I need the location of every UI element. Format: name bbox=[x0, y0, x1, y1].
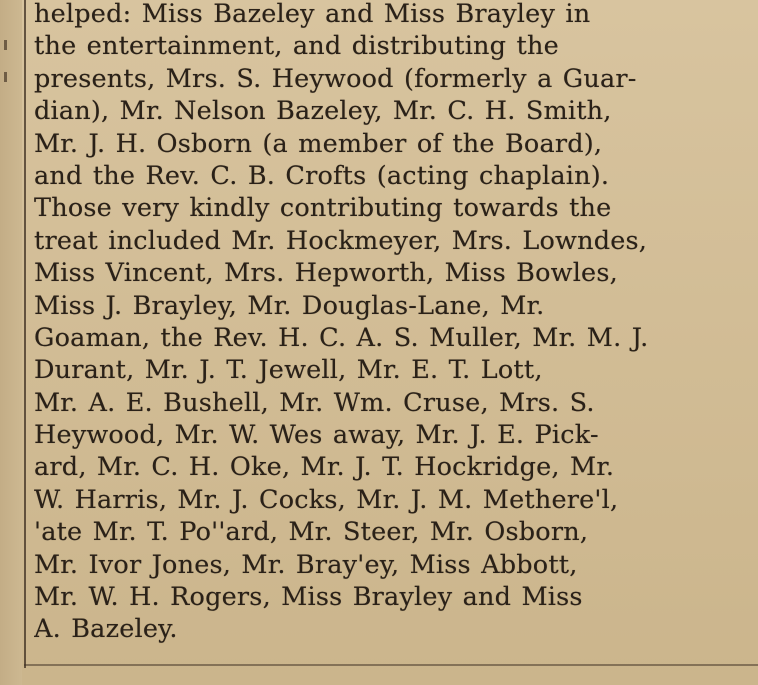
text-line: W. Harris, Mr. J. Cocks, Mr. J. M. Methere'l, bbox=[34, 484, 619, 515]
text-line: and the Rev. C. B. Crofts (acting chaplain). bbox=[34, 160, 610, 191]
text-line: ard, Mr. C. H. Oke, Mr. J. T. Hockridge, Mr. bbox=[34, 452, 615, 483]
text-line: Durant, Mr. J. T. Jewell, Mr. E. T. Lott, bbox=[34, 355, 543, 386]
bottom-rule bbox=[24, 664, 758, 666]
text-line: Heywood, Mr. W. Wes away, Mr. J. E. Pick- bbox=[34, 420, 599, 451]
left-margin-strip bbox=[0, 0, 22, 685]
text-line: the entertainment, and distributing the bbox=[34, 31, 559, 62]
margin-mark bbox=[4, 72, 7, 82]
text-line: dian), Mr. Nelson Bazeley, Mr. C. H. Smith, bbox=[34, 96, 612, 127]
text-line: 'ate Mr. T. Po''ard, Mr. Steer, Mr. Osborn, bbox=[34, 517, 589, 548]
article-text bbox=[34, 0, 734, 646]
column-rule bbox=[24, 0, 26, 668]
text-line: Mr. W. H. Rogers, Miss Brayley and Miss bbox=[34, 582, 583, 613]
text-line: Mr. A. E. Bushell, Mr. Wm. Cruse, Mrs. S. bbox=[34, 387, 595, 418]
text-line: A. Bazeley. bbox=[34, 614, 178, 645]
text-line: Goaman, the Rev. H. C. A. S. Muller, Mr. M. J. bbox=[34, 322, 649, 353]
text-line: helped: Miss Bazeley and Miss Brayley in bbox=[34, 0, 591, 29]
text-line: Mr. Ivor Jones, Mr. Bray'ey, Miss Abbott, bbox=[34, 549, 578, 580]
text-line: presents, Mrs. S. Heywood (formerly a Guar- bbox=[34, 63, 637, 94]
text-line: Miss Vincent, Mrs. Hepworth, Miss Bowles, bbox=[34, 258, 618, 289]
text-line: Mr. J. H. Osborn (a member of the Board), bbox=[34, 128, 603, 159]
text-line: Miss J. Brayley, Mr. Douglas-Lane, Mr. bbox=[34, 290, 545, 321]
text-line: Those very kindly contributing towards the bbox=[34, 193, 612, 224]
margin-mark bbox=[4, 40, 7, 50]
text-line: treat included Mr. Hockmeyer, Mrs. Lowndes, bbox=[34, 225, 648, 256]
